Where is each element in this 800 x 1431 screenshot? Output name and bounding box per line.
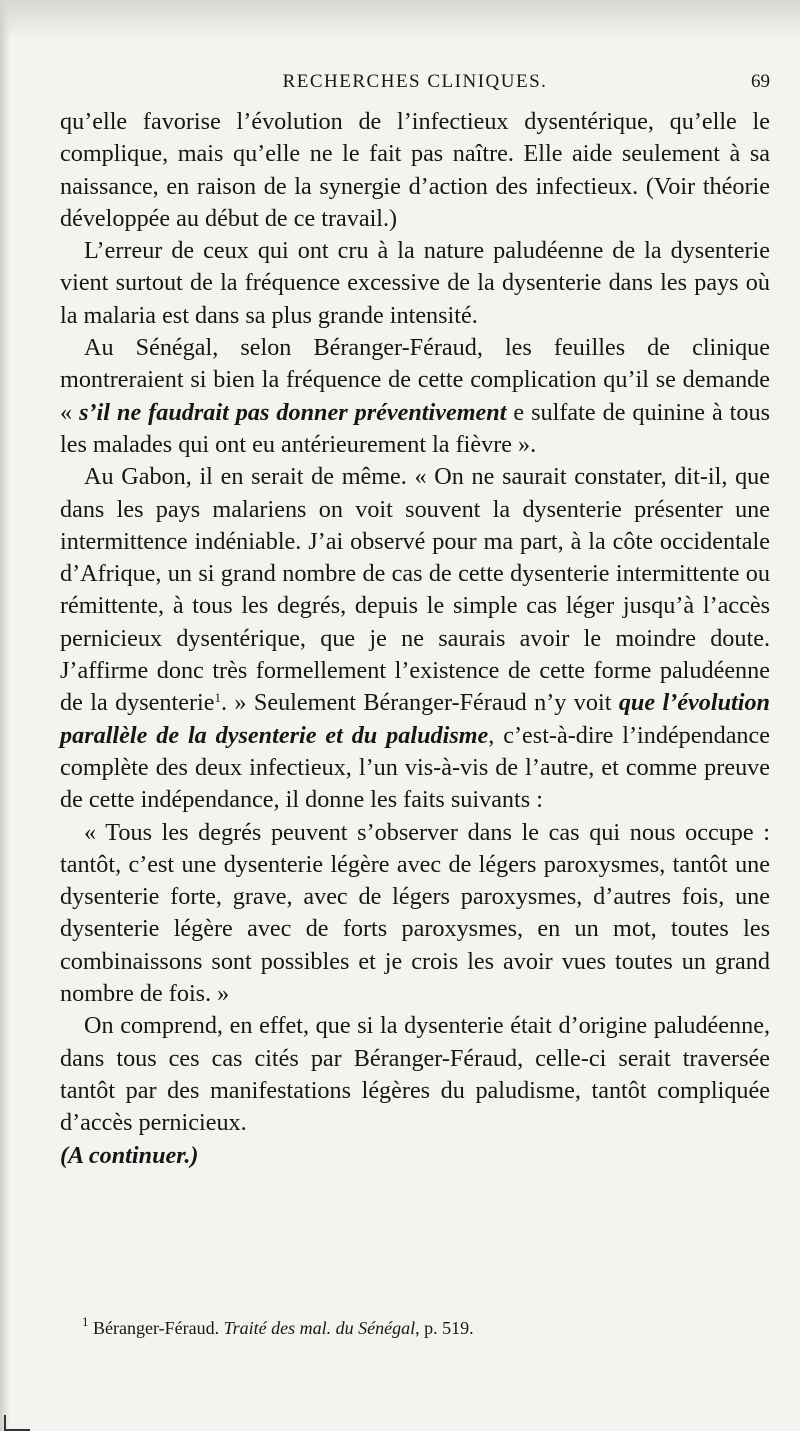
- footnote-author: Béranger-Féraud.: [88, 1318, 224, 1338]
- paragraph-1: qu’elle favorise l’évolution de l’infectieux dysentérique, qu’elle le complique, mais qu’elle ne le fait pas naître. Elle aide seulement à sa naissance, en raison de la synergie d’action des infectieux. (Voir théorie développée au début de ce travail.): [60, 108, 770, 232]
- page-edge-shadow: [0, 0, 10, 1431]
- paragraph-4: [60, 461, 770, 816]
- page-header: [60, 71, 770, 97]
- footnote-page: , p. 519.: [415, 1318, 474, 1338]
- paragraph-3-text-b: e sulfate de quinine à tous les malades qui ont eu antérieurement la fièvre ».: [60, 398, 771, 458]
- footnote: [82, 1316, 762, 1340]
- paragraph-4-text-c: , c’est-à-dire l’indépendance complète des deux infectieux, l’un vis-à-vis de l’autre, et comme preuve de cette indépendance, il donne les faits suivants :: [60, 721, 770, 814]
- paragraph-4-text-a: Au Gabon, il en serait de même. « On ne saurait constater, dit-il, que dans les pays malariens on voit souvent la dysenterie présenter une intermittence indéniable. J’ai observé pour ma part, à la côte occidentale d’Afrique, un si grand nombre de cas de cette dysenterie intermittente ou rémittente, à tous les degrés, depuis le simple cas léger jusqu’à l’accès pernicieux dysentérique, que je ne saurais avoir le moindre doute. J’affirme donc très formellement l’existence de cette forme paludéenne de la dysenterie: [60, 463, 770, 717]
- paragraph-3: [60, 332, 770, 461]
- paragraph-3-emphasis: s’il ne faudrait pas donner préventivement: [79, 398, 507, 426]
- continuation-line: [60, 1140, 770, 1172]
- paragraph-5: « Tous les degrés peuvent s’observer dans le cas qui nous occupe : tantôt, c’est une dysenterie légère avec de légers paroxysmes, tantôt une dysenterie forte, grave, avec de légers paroxysmes, d’autres fois, une dysenterie légère avec de forts paroxysmes, en un mot, toutes les combinaissons sont possibles et je crois les avoir vues toutes un grand nombre de fois. »: [60, 818, 770, 1008]
- page-number: 69: [751, 71, 770, 92]
- paragraph-4-text-b: . » Seulement Béranger-Féraud n’y voit: [220, 689, 619, 717]
- paragraph-2: L’erreur de ceux qui ont cru à la nature paludéenne de la dysenterie vient surtout de la fréquence excessive de la dysenterie dans les pays où la malaria est dans sa plus grande intensité.: [60, 237, 770, 329]
- footnote-marker: 1: [82, 1314, 89, 1329]
- paragraph-3-text-a: Au Sénégal, selon Béranger-Féraud, les feuilles de clinique montreraient si bien la fréquence de cette complication qu’il se demande «: [60, 334, 770, 426]
- continuation-text: (A continuer.): [60, 1141, 199, 1169]
- body-text: [60, 106, 770, 1172]
- scan-corner-mark: [4, 1415, 30, 1431]
- page-top-shadow: [0, 0, 800, 40]
- footnote-ref: 1: [214, 690, 221, 706]
- paragraph-4-emphasis: que l’évolution parallèle de la dysenterie et du paludisme: [60, 689, 771, 749]
- paragraph-6: On comprend, en effet, que si la dysenterie était d’origine paludéenne, dans tous ces cas cités par Béranger-Féraud, celle-ci serait traversée tantôt par des manifestations légères du paludisme, tantôt compliquée d’accès pernicieux.: [60, 1012, 770, 1137]
- running-title: RECHERCHES CLINIQUES.: [282, 71, 548, 92]
- footnote-title: Traité des mal. du Sénégal: [223, 1318, 416, 1338]
